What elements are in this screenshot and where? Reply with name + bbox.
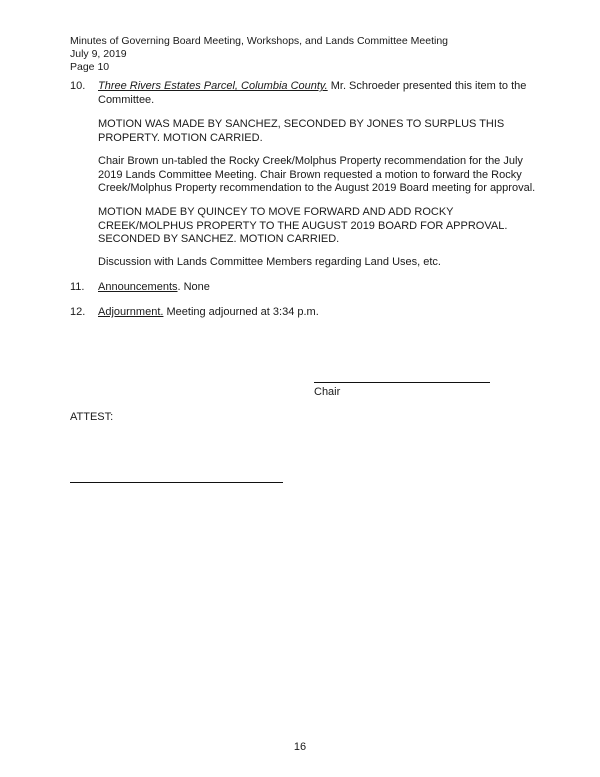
item-title: Adjournment. bbox=[98, 306, 164, 318]
item-text: . None bbox=[177, 281, 210, 293]
chair-label: Chair bbox=[314, 386, 341, 398]
item-body bbox=[98, 281, 540, 295]
agenda-item-11 bbox=[70, 281, 540, 295]
item-title: Three Rivers Estates Parcel, Columbia County. bbox=[98, 80, 328, 92]
item-title: Announcements bbox=[98, 281, 178, 293]
attest-signature-line bbox=[70, 482, 283, 483]
motion-surplus: MOTION WAS MADE BY SANCHEZ, SECONDED BY JONES TO SURPLUS THIS PROPERTY. MOTION CARRIED. bbox=[98, 118, 505, 144]
agenda-item-12 bbox=[70, 306, 540, 320]
item-text: Mr. Schroeder presented this item to the Committee. bbox=[98, 80, 527, 106]
header-date: July 9, 2019 bbox=[70, 48, 127, 60]
header-page: Page 10 bbox=[70, 61, 110, 73]
untabled-paragraph: Chair Brown un-tabled the Rocky Creek/Molphus Property recommendation for the July 2019 Lands Committee Meeting. Chair Brown requested a motion to forward the Rocky Creek/Molphus Property recommendation to the August 2019 Board meeting for approval. bbox=[98, 155, 536, 194]
motion-forward: MOTION MADE BY QUINCEY TO MOVE FORWARD AND ADD ROCKY CREEK/MOLPHUS PROPERTY TO THE AUGUST 2019 BOARD FOR APPROVAL. SECONDED BY SANCHEZ. MOTION CARRIED. bbox=[98, 206, 508, 245]
item-number: 12. bbox=[70, 306, 86, 318]
item-text: Meeting adjourned at 3:34 p.m. bbox=[163, 306, 319, 318]
item-number: 11. bbox=[70, 281, 85, 293]
attest-label: ATTEST: bbox=[70, 411, 114, 423]
discussion-paragraph: Discussion with Lands Committee Members regarding Land Uses, etc. bbox=[98, 256, 441, 268]
chair-signature-line bbox=[314, 382, 490, 383]
header-title: Minutes of Governing Board Meeting, Workshops, and Lands Committee Meeting bbox=[70, 35, 448, 47]
page-number: 16 bbox=[293, 741, 307, 753]
item-number: 10. bbox=[70, 80, 86, 92]
page-header bbox=[70, 35, 448, 74]
item-body bbox=[98, 306, 540, 320]
agenda-item-10 bbox=[70, 80, 540, 107]
item-body bbox=[98, 80, 540, 107]
